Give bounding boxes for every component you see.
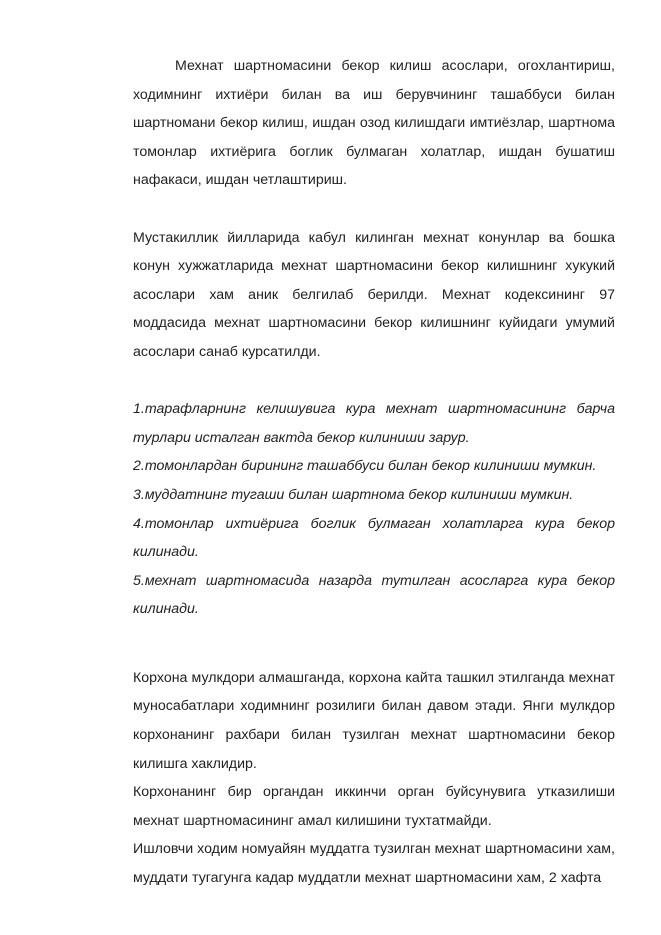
list-item: 3.муддатнинг тугаши билан шартнома бекор килиниши мумкин. xyxy=(133,486,574,503)
list-item: 1.тарафларнинг келишувига кура мехнат шартномасининг барча турлари исталган вактда бекор килиниши зарур. xyxy=(133,401,615,446)
paragraph-spacer xyxy=(133,367,615,396)
owner-change-paragraph: Корхона мулкдори алмашганда, корхона кайта ташкил этилганда мехнат муносабатлари ходимнинг розилиги билан давом этади. Янги мулкдор корхонанинг рахбари билан тузилган мехнат шартномасини бекор килишга хаклидир. xyxy=(133,669,615,772)
paragraph-spacer xyxy=(133,195,615,224)
intro-paragraph: Мехнат шартномасини бекор килиш асослари, огохлантириш, ходимнинг ихтиёри билан ва иш берувчининг ташаббуси билан шартномани бекор килиш, ишдан озод килишдаги имтиёзлар, шартнома томонлар ихтиёрига боглик булмаган холатлар, ишдан бушатиш нафакаси, ишдан четлаштириш. xyxy=(133,58,615,189)
list-item: 4.томонлар ихтиёрига боглик булмаган холатларга кура бекор килинади. xyxy=(133,515,615,561)
list-item: 5.мехнат шартномасида назарда тутилган асосларга кура бекор килинади. xyxy=(133,572,615,618)
list-item: 2.томонлардан бирининг ташаббуси билан бекор килиниши мумкин. xyxy=(133,458,597,475)
employee-termination-paragraph: Ишловчи ходим номуайян муддатга тузилган мехнат шартномасини хам, муддати тугагунга кадар муддатли мехнат шартномасини хам, 2 хафта xyxy=(133,841,615,887)
document-page xyxy=(133,52,615,893)
subordination-paragraph: Корхонанинг бир органдан иккинчи орган буйсунувига утказилиши мехнат шартномасининг амал килишини тухтатмайди. xyxy=(133,784,615,829)
termination-grounds-list xyxy=(133,395,615,624)
paragraph-spacer xyxy=(133,624,615,664)
legal-basis-paragraph: Мустакиллик йилларида кабул килинган мехнат конунлар ва бошка конун хужжатларида мехнат шартномасини бекор килишнинг хукукий асослари хам аник белгилаб берилди. Мехнат кодексининг 97 моддасида мехнат шартномасини бекор килишнинг куйидаги умумий асослари санаб курсатилди. xyxy=(133,229,615,360)
